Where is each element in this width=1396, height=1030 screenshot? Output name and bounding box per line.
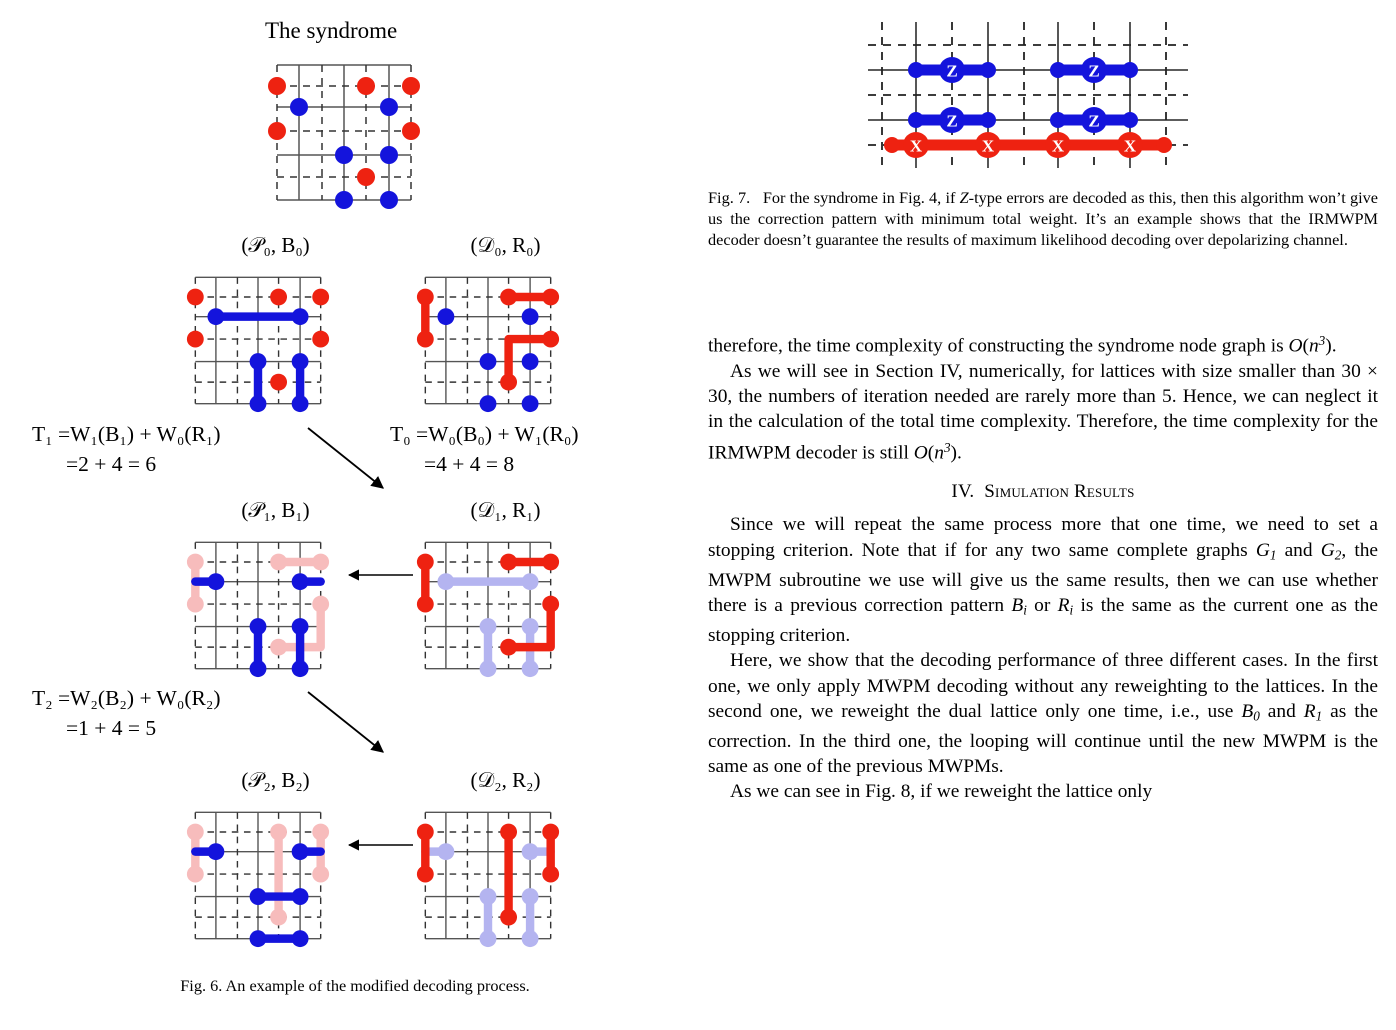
equation-t1 bbox=[32, 420, 221, 479]
panel-title-p1b1: (𝒫₁, B₁) bbox=[241, 498, 310, 522]
panel-title-d1r1: (𝒟₁, R₁) bbox=[470, 498, 541, 522]
right-column bbox=[708, 0, 1378, 1030]
paragraph-5: As we can see in Fig. 8, if we reweight the lattice only bbox=[730, 781, 1153, 803]
paragraph-3: Since we will repeat the same process more that one time, we need to set a stopping criterion. Note that if for any two same complete graphs $G_1$ and $G_2$, the MWPM subroutine we use will give us the same results, then we can use whether there is a previous correction pattern $B_i$ or $R_i$ is the same as the current one as the stopping criterion. bbox=[708, 514, 1379, 646]
left-column bbox=[20, 0, 670, 1030]
equation-t1-line2: =2 + 4 = 6 bbox=[66, 451, 157, 476]
syndrome-figure-title: The syndrome bbox=[265, 18, 398, 43]
lattice-figure7 bbox=[858, 10, 1198, 175]
equation-t0-line1: T₀ =W₀(B₀) + W₁(R₀) bbox=[390, 422, 579, 446]
x-label-1: X bbox=[909, 136, 923, 156]
lattice-d1r1 bbox=[408, 533, 568, 678]
panel-title-d2r2: (𝒟₂, R₂) bbox=[470, 768, 541, 792]
section-heading bbox=[708, 479, 1378, 504]
equation-t2-line1: T₂ =W₂(B₂) + W₀(R₂) bbox=[32, 686, 221, 710]
x-label-2: X bbox=[981, 136, 995, 156]
x-label-3: X bbox=[1051, 136, 1065, 156]
panel-title-p0b0: (𝒫₀, B₀) bbox=[241, 233, 310, 257]
lattice-d2r2 bbox=[408, 803, 568, 948]
lattice-p2b2 bbox=[178, 803, 338, 948]
z-label-2: Z bbox=[1088, 61, 1100, 81]
section-number: IV. bbox=[951, 481, 975, 503]
paragraph-4: Here, we show that the decoding performance of three different cases. In the first one, we only apply MWPM decoding without any reweighting to the lattices. In the second one, we reweight the dual lattice only one time, i.e., use $B_0$ and $R_1$ as the correction. In the third one, the looping will continue until the new MWPM is the same as one of the previous MWPMs. bbox=[708, 650, 1378, 778]
figure7-caption-text: For the syndrome in Fig. 4, if Z-type errors are decoded as this, then this algorithm won’t give us the correction pattern with minimum total weight. It’s an example shows that the IRMWPM decoder doesn’t guarantee the results of maximum likelihood decoding over depolarizing channel. bbox=[708, 188, 1378, 249]
lattice-d0r0 bbox=[408, 268, 568, 413]
paragraph-2: As we will see in Section IV, numerically, for lattices with size smaller than 30 × 30, the numbers of iteration needed are rarely more than 5. Hence, we can neglect it in the calculation of the total time complexity. Therefore, the time complexity for the IRMWPM decoder is still $O(n^3)$. bbox=[708, 360, 1378, 463]
equation-t0-line2: =4 + 4 = 8 bbox=[424, 451, 515, 476]
panel-title-p2b2: (𝒫₂, B₂) bbox=[241, 768, 310, 792]
equation-t2 bbox=[32, 684, 221, 743]
equation-t1-line1: T₁ =W₁(B₁) + W₀(R₁) bbox=[32, 422, 221, 446]
lattice-syndrome bbox=[259, 55, 429, 210]
figure7-caption bbox=[708, 188, 1378, 250]
equation-t2-line2: =1 + 4 = 5 bbox=[66, 715, 157, 740]
z-label-1: Z bbox=[946, 61, 958, 81]
x-label-4: X bbox=[1123, 136, 1137, 156]
right-column-body bbox=[708, 328, 1378, 805]
z-label-4: Z bbox=[1088, 111, 1100, 131]
figure6-caption: Fig. 6. An example of the modified decoding process. bbox=[180, 976, 530, 995]
section-title: Simulation Results bbox=[984, 481, 1135, 503]
z-label-3: Z bbox=[946, 111, 958, 131]
figure7-caption-lead: Fig. 7. bbox=[708, 188, 751, 207]
panel-title-d0r0: (𝒟₀, R₀) bbox=[470, 233, 541, 257]
lattice-p0b0 bbox=[178, 268, 338, 413]
lattice-p1b1 bbox=[178, 533, 338, 678]
equation-t0 bbox=[390, 420, 579, 479]
paragraph-1: therefore, the time complexity of constructing the syndrome node graph is $O(n^3)$. bbox=[708, 333, 1337, 357]
